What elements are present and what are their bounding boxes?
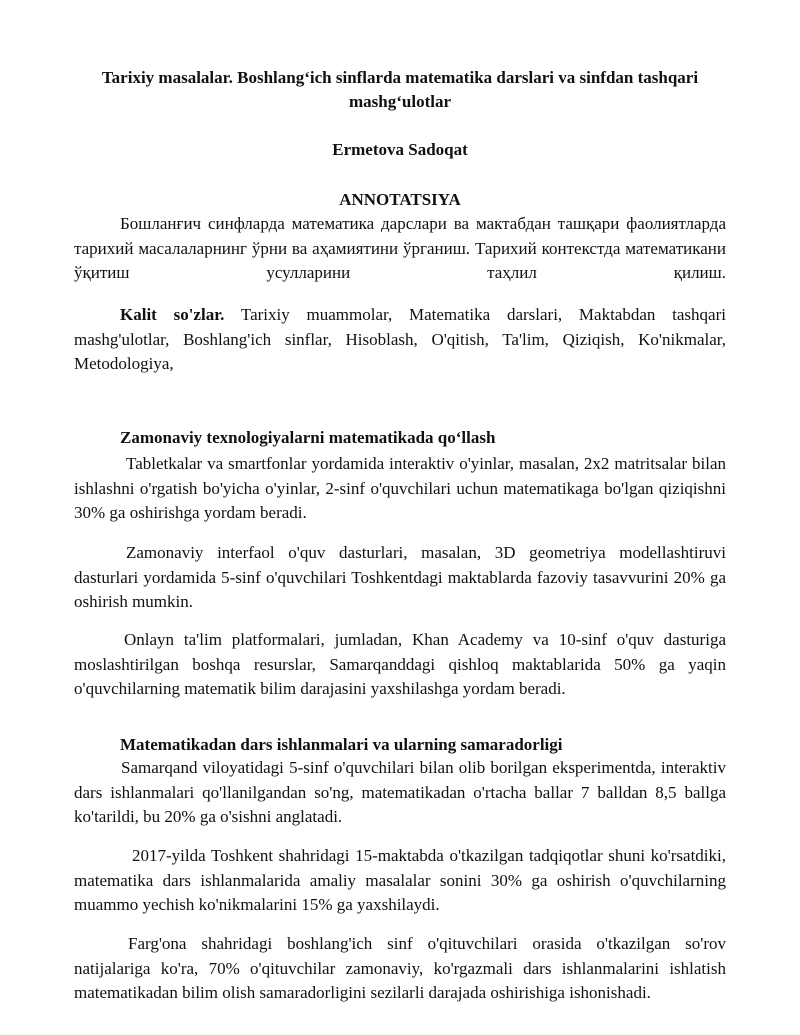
keywords-paragraph	[74, 303, 726, 377]
annotation-text: Бошланғич синфларда математика дарслари ва мактабдан ташқари фаолиятларда тарихий масалаларнинг ўрни ва аҳамиятини ўрганиш. Тарихий контекстда математикани ўқитиш усулларини таҳлил қилиш.	[74, 214, 726, 282]
keywords-label: Kalit so'zlar.	[120, 305, 225, 324]
keywords-text: Tarixiy muammolar, Matematika darslari, Maktabdan tashqari mashg'ulotlar, Boshlang'ich sinflar, Hisoblash, O'qitish, Ta'lim, Qiziqish, Ko'nikmalar, Metodologiya,	[74, 305, 726, 373]
section-heading-technologies: Zamonaviy texnologiyalarni matematikada qo‘llash	[120, 428, 496, 447]
section1-paragraph-2: Zamonaviy interfaol o'quv dasturlari, masalan, 3D geometriya modellashtiruvi dasturlari yordamida 5-sinf o'quvchilari Toshkentdagi maktablarda fazoviy tasavvurini 20% ga oshirish mumkin.	[74, 543, 726, 611]
author-name: Ermetova Sadoqat	[332, 140, 468, 159]
section2-paragraph-2: 2017-yilda Toshkent shahridagi 15-maktabda o'tkazilgan tadqiqotlar shuni ko'rsatdiki, matematika dars ishlanmalarida amaliy masalalar sonini 30% ga oshirish o'quvchilarning muammo yechish ko'nikmalarini 15% ga yaxshilaydi.	[74, 846, 726, 914]
section1-paragraph-3: Onlayn ta'lim platformalari, jumladan, Khan Academy va 10-sinf o'quv dasturiga moslashtirilgan boshqa resurslar, Samarqanddagi qishloq maktablarida 50% ga yaqin o'quvchilarning matematik bilim darajasini yaxshilashga yordam beradi.	[74, 630, 726, 698]
annotation-heading: ANNOTATSIYA	[339, 190, 461, 209]
section1-paragraph-1: Tabletkalar va smartfonlar yordamida interaktiv o'yinlar, masalan, 2x2 matritsalar bilan ishlashni o'rgatish bo'yicha o'yinlar, 2-sinf o'quvchilari uchun matematikaga bo'lgan qiziqishni 30% ga oshirishga yordam beradi.	[74, 454, 726, 522]
section2-paragraph-3: Farg'ona shahridagi boshlang'ich sinf o'qituvchilari orasida o'tkazilgan so'rov natijalariga ko'ra, 70% o'qituvchilar zamonaviy, ko'rgazmali dars ishlanmalarini ishlatish matematikadan bilim olish samaradorligini sezilarli darajada oshirishiga ishonishadi.	[74, 934, 726, 1002]
section2-paragraph-1: Samarqand viloyatidagi 5-sinf o'quvchilari bilan olib borilgan eksperimentda, interaktiv dars ishlanmalari qo'llanilgandan so'ng, matematikadan o'rtacha ballar 7 balldan 8,5 ballga ko'tarildi, bu 20% ga o'sishni anglatadi.	[74, 758, 726, 826]
section-heading-lesson-plans: Matematikadan dars ishlanmalari va ularning samaradorligi	[120, 735, 563, 754]
document-title: Tarixiy masalalar. Boshlang‘ich sinflarda matematika darslari va sinfdan tashqari mashg‘ulotlar	[101, 68, 699, 111]
